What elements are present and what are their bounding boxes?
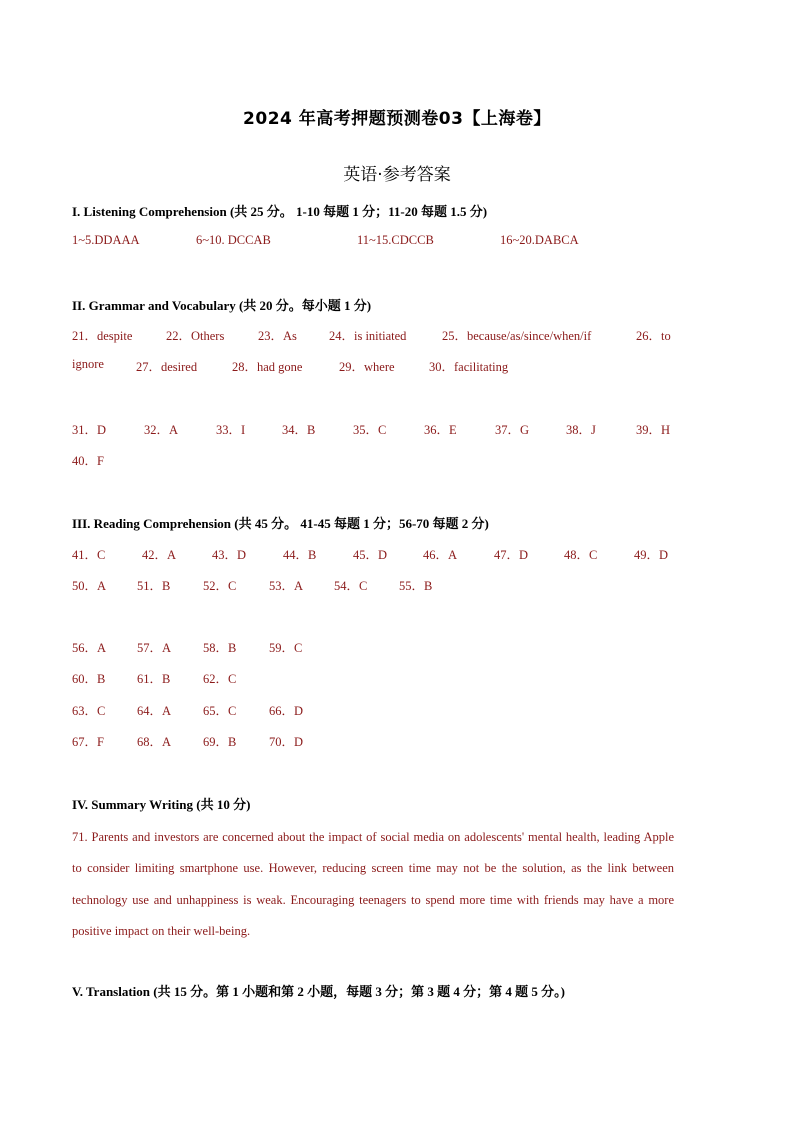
answer-item: 64．A — [137, 704, 172, 718]
answer-item: 11~15.CDCCB — [357, 233, 434, 247]
answer-item: 28．had gone — [232, 360, 303, 374]
answer-item: 37．G — [495, 423, 530, 437]
answer-row — [72, 233, 674, 253]
answer-item: 32．A — [144, 423, 179, 437]
answer-row — [72, 545, 674, 565]
answer-item: 22．Others — [166, 329, 225, 343]
section-heading-grammar: II. Grammar and Vocabulary (共 20 分。每小题 1 分) — [72, 298, 372, 313]
answer-item: 35．C — [353, 423, 387, 437]
answer-row — [72, 326, 674, 346]
answer-item: 43．D — [212, 548, 247, 562]
answer-item: 36．E — [424, 423, 457, 437]
answer-item: 30．facilitating — [429, 360, 509, 374]
answer-row — [72, 451, 674, 471]
answer-item: 48．C — [564, 548, 598, 562]
answer-row — [72, 638, 674, 658]
answer-item: 55．B — [399, 579, 433, 593]
answer-item: 1~5.DDAAA — [72, 233, 140, 247]
answer-item: 24．is initiated — [329, 329, 407, 343]
answer-row — [72, 576, 674, 596]
answer-row — [72, 669, 674, 689]
answer-item: 26．to — [636, 329, 671, 343]
answer-item: 59．C — [269, 641, 303, 655]
answer-item: 68．A — [137, 735, 172, 749]
answer-item: 31．D — [72, 423, 107, 437]
answer-item: 23．As — [258, 329, 297, 343]
section-heading-listening: I. Listening Comprehension (共 25 分。 1-10 每题 1 分；11-20 每题 1.5 分) — [72, 204, 488, 219]
answer-item: 67．F — [72, 735, 104, 749]
answer-item: 70．D — [269, 735, 304, 749]
answer-item: 33．I — [216, 423, 246, 437]
answer-item: 16~20.DABCA — [500, 233, 579, 247]
summary-paragraph: 71. Parents and investors are concerned about the impact of social media on adolescents' mental health, leading Apple to consider limiting smartphone use. However, reducing screen time may not be the solution, as the link between technology use and unhappiness is weak. Encouraging teenagers to spend more time with friends may have a more positive impact on their well-being. — [72, 830, 674, 938]
answer-item: 60．B — [72, 672, 106, 686]
answer-item: 65．C — [203, 704, 237, 718]
answer-item: 40．F — [72, 454, 104, 468]
answer-item: 63．C — [72, 704, 106, 718]
answer-item: 21．despite — [72, 329, 133, 343]
answer-item: 38．J — [566, 423, 596, 437]
answer-row — [72, 420, 674, 440]
answer-item: 46．A — [423, 548, 458, 562]
answer-item: 41．C — [72, 548, 106, 562]
section-heading-summary: IV. Summary Writing (共 10 分) — [72, 797, 251, 812]
answer-item: 49．D — [634, 548, 669, 562]
answer-item: 44．B — [283, 548, 317, 562]
answer-item: 57．A — [137, 641, 172, 655]
answer-item: 69．B — [203, 735, 237, 749]
answer-item: 42．A — [142, 548, 177, 562]
answer-item: 50．A — [72, 579, 107, 593]
answer-item: 34．B — [282, 423, 316, 437]
answer-item: 62．C — [203, 672, 237, 686]
section-heading-translation: V. Translation (共 15 分。第 1 小题和第 2 小题，每题 3 分；第 3 题 4 分；第 4 题 5 分。) — [72, 984, 565, 999]
answer-item: 66．D — [269, 704, 304, 718]
answer-item: 56．A — [72, 641, 107, 655]
page-subtitle: 英语·参考答案 — [343, 165, 451, 185]
answer-item: 52．C — [203, 579, 237, 593]
answer-item: 39．H — [636, 423, 671, 437]
answer-item: 61．B — [137, 672, 171, 686]
answer-item: 47．D — [494, 548, 529, 562]
answer-item: 58．B — [203, 641, 237, 655]
answer-item: ignore — [72, 357, 104, 371]
page-title: 2024 年高考押题预测卷03【上海卷】 — [243, 109, 551, 129]
answer-row — [72, 357, 674, 377]
answer-item: 45．D — [353, 548, 388, 562]
answer-item: 29．where — [339, 360, 395, 374]
answer-item: 27．desired — [136, 360, 198, 374]
answer-item: 51．B — [137, 579, 171, 593]
answer-item: 54．C — [334, 579, 368, 593]
answer-row — [72, 701, 674, 721]
section-heading-reading: III. Reading Comprehension (共 45 分。 41-45 每题 1 分；56-70 每题 2 分) — [72, 516, 489, 531]
answer-item: 53．A — [269, 579, 304, 593]
answer-item: 25．because/as/since/when/if — [442, 329, 592, 343]
answer-row — [72, 732, 674, 752]
answer-item: 6~10. DCCAB — [196, 233, 271, 247]
